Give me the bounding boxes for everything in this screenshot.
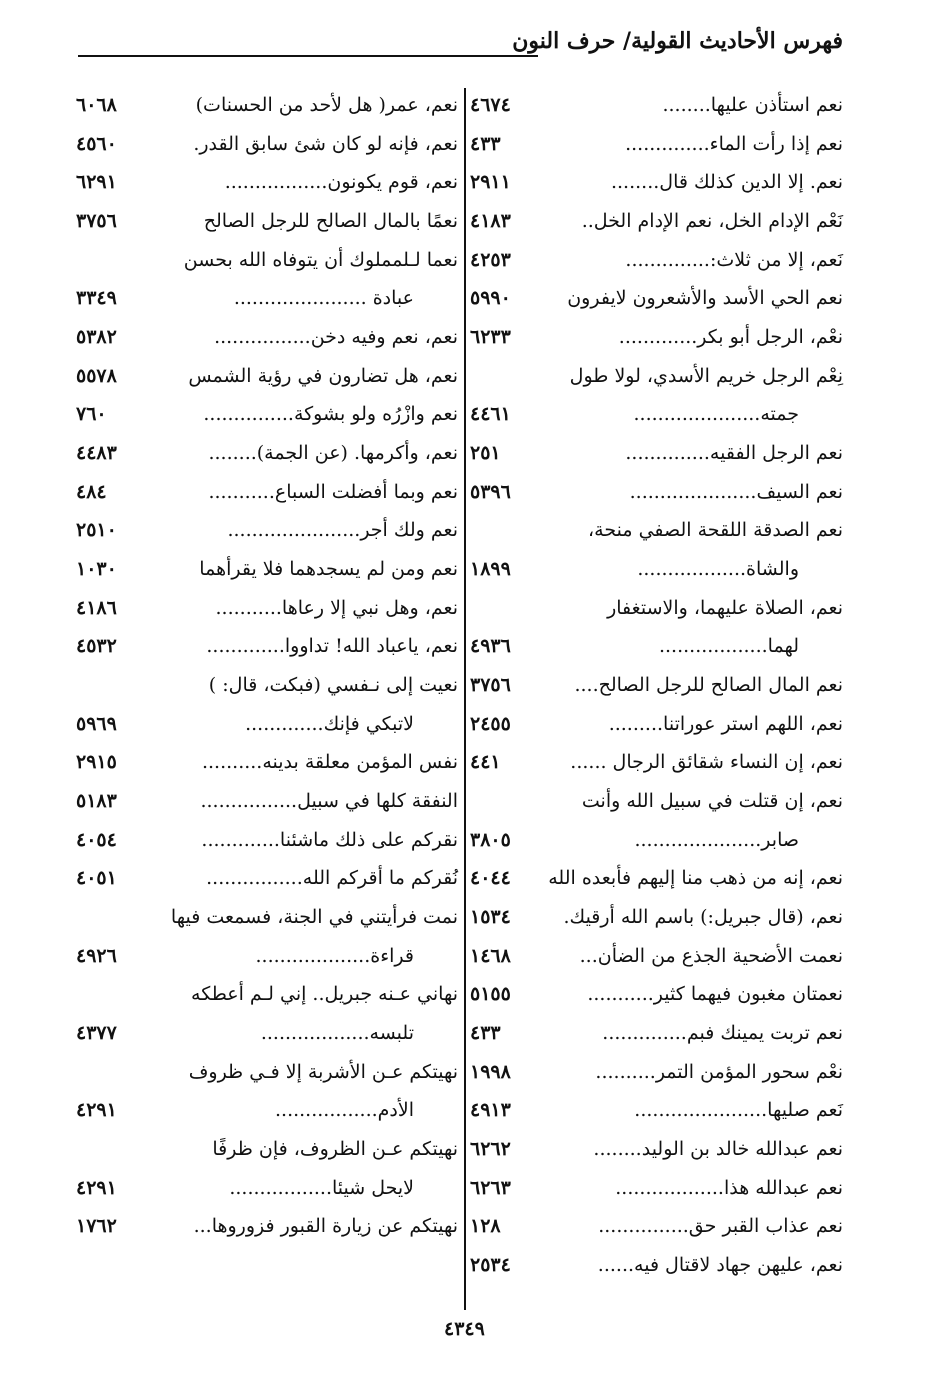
entry-number: ٣٧٥٦ — [76, 210, 117, 233]
entry-text: نعم، عليهن جهاد لاقتال فيه...... — [597, 1254, 843, 1277]
entry-number: ٤٤١ — [470, 751, 501, 774]
entry-text: نعم الحي الأسد والأشعرون لايفرون — [567, 287, 843, 310]
entry-number: ٤٢٩١ — [76, 1176, 117, 1199]
entry-text: لاتبكي فإنك............. — [245, 712, 414, 735]
index-entry — [76, 705, 458, 744]
entry-text: نَعم صليها...................... — [634, 1099, 843, 1122]
entry-number: ٤٠٤٤ — [470, 867, 511, 890]
entry-number: ٤١٨٣ — [470, 210, 511, 233]
index-entry — [76, 782, 458, 821]
entry-text: نعم المال الصالح للرجل الصالح.... — [574, 674, 843, 697]
entry-text: نعم إذا رأت الماء.............. — [625, 132, 843, 155]
index-entry — [76, 1014, 458, 1053]
index-entry — [470, 125, 843, 164]
index-entry — [470, 782, 843, 821]
entry-text: نعم، هل تضارون في رؤية الشمس — [188, 364, 458, 387]
entry-number: ٥٣٩٦ — [470, 480, 511, 503]
entry-text: عبادة ...................... — [233, 287, 414, 310]
entry-text: نُقركم ما أقركم الله................ — [206, 867, 458, 890]
index-entry — [470, 86, 843, 125]
entry-text: نعم عبدالله خالد بن الوليد........ — [593, 1138, 843, 1161]
index-entry — [76, 1091, 458, 1130]
index-entry — [470, 279, 843, 318]
index-entry — [470, 1053, 843, 1092]
index-entry — [76, 202, 458, 241]
entry-text: نعم استأذن عليها........ — [662, 94, 843, 116]
entry-text: نَعم، إلا من ثلاث:.............. — [625, 248, 843, 271]
index-entry — [470, 666, 843, 705]
entry-text: نعم. إلا الدين كذلك قال........ — [610, 171, 843, 194]
index-entry — [76, 241, 458, 280]
entry-text: نفس المؤمن معلقة بدينه.......... — [201, 751, 458, 774]
entry-number: ٤٩٢٦ — [76, 944, 117, 967]
entry-number: ٥٣٨٢ — [76, 326, 117, 349]
index-entry — [470, 241, 843, 280]
index-entry — [76, 1130, 458, 1169]
index-entry — [470, 202, 843, 241]
entry-number: ٤٠٥٤ — [76, 828, 117, 851]
entry-text: قراءة................... — [255, 944, 414, 967]
index-entry — [76, 898, 458, 937]
index-entry — [76, 1207, 458, 1246]
entry-number: ٥٩٦٩ — [76, 712, 117, 735]
entry-number: ٥٩٩٠ — [470, 287, 511, 310]
page-number: ٤٣٤٩ — [444, 1318, 485, 1340]
entry-text: لهما.................. — [658, 635, 799, 658]
index-entry — [76, 666, 458, 705]
entry-number: ٤٣٧٧ — [76, 1022, 117, 1045]
entry-text: نعم، إن النساء شقائق الرجال ...... — [570, 751, 843, 774]
index-entry — [76, 434, 458, 473]
entry-text: نهيتكم عـن الظروف، فإن ظرفًا — [212, 1138, 458, 1161]
entry-text: لايحل شيئا................. — [229, 1176, 414, 1199]
entry-number: ٦٠٦٨ — [76, 94, 117, 116]
entry-text: نعم، وأكرمها. (عن الجمة)........ — [208, 442, 458, 465]
entry-text: نعم وازْرُه ولو بشوكة............... — [203, 403, 458, 426]
entry-text: نعم، نعم وفيه دخن................ — [214, 326, 458, 349]
entry-text: نعم الرجل الفقيه.............. — [625, 442, 843, 465]
index-entry — [470, 163, 843, 202]
entry-text: نعم، إن قتلت في سبيل الله وأنت — [581, 790, 843, 813]
entry-number: ٤٢٩١ — [76, 1099, 117, 1122]
entry-text: نعمت الأضحية الجذع من الضأن... — [579, 944, 843, 967]
entry-text: نعم، اللهم استر عوراتنا......... — [608, 712, 843, 735]
index-entry — [470, 1207, 843, 1246]
index-entry — [76, 1053, 458, 1092]
entry-text: نمت فرأيتني في الجنة، فسمعت فيها — [170, 906, 458, 929]
entry-text: نَعْم الإدام الخل، نعم الإدام الخل.. — [581, 210, 843, 233]
index-entry — [470, 318, 843, 357]
entry-text: صابر..................... — [634, 828, 799, 851]
index-entry — [470, 627, 843, 666]
entry-text: نعمتان مغبون فيهما كثير........... — [587, 983, 843, 1006]
entry-number: ٤٩١٣ — [470, 1099, 511, 1122]
index-entry — [470, 1169, 843, 1208]
index-entry — [470, 1014, 843, 1053]
index-entry — [76, 975, 458, 1014]
index-entry — [76, 125, 458, 164]
index-entry — [470, 705, 843, 744]
index-entry — [470, 395, 843, 434]
entry-number: ٦٢٣٣ — [470, 326, 511, 349]
entry-text: نعم، الصلاة عليهما، والاستغفار — [607, 596, 843, 619]
index-entry — [76, 357, 458, 396]
entry-number: ٥١٨٣ — [76, 790, 117, 813]
index-entry — [76, 821, 458, 860]
entry-text: نعيت إلى نـفسي (فبكت، قال: ) — [208, 674, 458, 697]
index-entry — [76, 473, 458, 512]
index-entry — [76, 1169, 458, 1208]
entry-text: النفقة كلها في سبيل................ — [200, 790, 458, 813]
entry-text: نقركم على ذلك ماشئنا............. — [201, 828, 458, 851]
entry-text: نهيتكم عن زيارة القبور فزوروها... — [193, 1215, 458, 1238]
entry-text: تلبسه.................. — [260, 1022, 414, 1045]
entry-number: ٤٥٦٠ — [76, 132, 117, 155]
entry-number: ١٨٩٩ — [470, 558, 511, 581]
entry-text: نعم، إنه من ذهب منا إليهم فأبعده الله — [548, 867, 843, 890]
entry-number: ١٢٨ — [470, 1215, 501, 1238]
entry-number: ٦٢٦٢ — [470, 1138, 511, 1161]
entry-text: نعم، فإنه لو كان شئ سابق القدر. — [193, 132, 458, 155]
index-entry — [470, 743, 843, 782]
entry-number: ٢٩١١ — [470, 171, 511, 194]
entry-text: نعمًا بالمال الصالح للرجل الصالح — [203, 210, 458, 233]
entry-number: ٢٥١٠ — [76, 519, 117, 542]
entry-number: ١٩٩٨ — [470, 1060, 511, 1083]
entry-text: نعْم، الرجل أبو بكر............. — [618, 326, 843, 349]
entry-text: نعم، ياعباد الله! تداووا............. — [206, 635, 458, 658]
index-entry — [76, 859, 458, 898]
entry-number: ٣٣٤٩ — [76, 287, 117, 310]
entry-number: ٢٥٣٤ — [470, 1254, 511, 1277]
entry-number: ٤٠٥١ — [76, 867, 117, 890]
entry-text: نعم ومن لم يسجدهما فلا يقرأهما — [199, 558, 458, 581]
entry-text: جمته..................... — [633, 403, 799, 426]
index-entry — [470, 975, 843, 1014]
index-entry — [470, 1130, 843, 1169]
entry-text: نعما لـلمملوك أن يتوفاه الله بحسن — [183, 248, 458, 271]
entry-text: نعم تربت يمينك فبم.............. — [602, 1022, 843, 1045]
entry-number: ٧٦٠ — [76, 403, 107, 426]
entry-number: ٣٧٥٦ — [470, 674, 511, 697]
entry-text: الأدم................. — [274, 1099, 414, 1122]
entry-number: ٤٣٣ — [470, 132, 501, 155]
entry-number: ٥١٥٥ — [470, 983, 511, 1006]
index-entry — [470, 434, 843, 473]
index-entry — [470, 1091, 843, 1130]
header-rule — [78, 55, 538, 57]
entry-number: ٤٩٣٦ — [470, 635, 511, 658]
entry-text: نعم السيف..................... — [629, 480, 843, 503]
right-column — [470, 86, 843, 1285]
column-divider — [464, 88, 466, 1310]
entry-number: ١٠٣٠ — [76, 558, 117, 581]
entry-text: نعم ولك أجر...................... — [227, 519, 458, 542]
entry-text: نعْم سحور المؤمن التمر.......... — [595, 1060, 843, 1083]
index-entry — [470, 859, 843, 898]
entry-text: والشاة.................. — [637, 558, 799, 581]
entry-text: نعم عبدالله هذا.................. — [615, 1176, 843, 1199]
left-column — [76, 86, 458, 1246]
index-entry — [470, 821, 843, 860]
entry-text: نهاني عـنه جبريل.. إني لـم أعطكه — [191, 983, 458, 1006]
entry-text: نِعْم الرجل خريم الأسدي، لولا طول — [569, 364, 843, 387]
entry-number: ٢٥١ — [470, 442, 501, 465]
entry-number: ٤٨٤ — [76, 480, 107, 503]
index-entry — [76, 318, 458, 357]
index-entry — [76, 937, 458, 976]
entry-number: ٤٥٣٢ — [76, 635, 117, 658]
entry-number: ١٥٣٤ — [470, 906, 511, 929]
entry-text: نعم، عمر( هل لأحد من الحسنات) — [195, 94, 458, 116]
entry-number: ٤٣٣ — [470, 1022, 501, 1045]
index-entry — [76, 550, 458, 589]
entry-number: ١٧٦٢ — [76, 1215, 117, 1238]
entry-text: نعم، قوم يكونون................. — [224, 171, 458, 194]
entry-number: ٦٢٩١ — [76, 171, 117, 194]
entry-number: ٤١٨٦ — [76, 596, 117, 619]
entry-number: ٥٥٧٨ — [76, 364, 117, 387]
entry-number: ٤٤٨٣ — [76, 442, 117, 465]
index-entry — [76, 279, 458, 318]
entry-text: نهيتكم عـن الأشربة إلا فـي ظروف — [188, 1060, 458, 1083]
index-entry — [76, 86, 458, 125]
index-entry — [470, 511, 843, 550]
entry-text: نعم عذاب القبر حق............... — [598, 1215, 843, 1238]
index-entry — [470, 357, 843, 396]
entry-number: ٣٨٠٥ — [470, 828, 511, 851]
entry-number: ١٤٦٨ — [470, 944, 511, 967]
index-entry — [76, 163, 458, 202]
entry-text: نعم وبما أفضلت السباع........... — [208, 480, 458, 503]
index-entry — [470, 898, 843, 937]
entry-text: نعم، وهل نبي إلا رعاها........... — [215, 596, 458, 619]
entry-number: ٢٤٥٥ — [470, 712, 511, 735]
index-entry — [76, 627, 458, 666]
index-entry — [470, 550, 843, 589]
entry-text: نعم الصدقة اللقحة الصفي منحة، — [588, 519, 843, 542]
entry-number: ٦٢٦٣ — [470, 1176, 511, 1199]
index-entry — [76, 395, 458, 434]
index-entry — [470, 937, 843, 976]
index-entry — [470, 1246, 843, 1285]
entry-number: ٢٩١٥ — [76, 751, 117, 774]
entry-text: نعم، (قال جبريل:) باسم الله أرقيك. — [563, 906, 843, 929]
index-entry — [76, 589, 458, 628]
entry-number: ٤٦٧٤ — [470, 94, 511, 116]
index-entry — [76, 511, 458, 550]
entry-number: ٤٢٥٣ — [470, 248, 511, 271]
index-entry — [470, 589, 843, 628]
index-entry — [76, 743, 458, 782]
entry-number: ٤٤٦١ — [470, 403, 511, 426]
page-header-title: فهرس الأحاديث القولية/ حرف النون — [512, 28, 843, 54]
index-entry — [470, 473, 843, 512]
